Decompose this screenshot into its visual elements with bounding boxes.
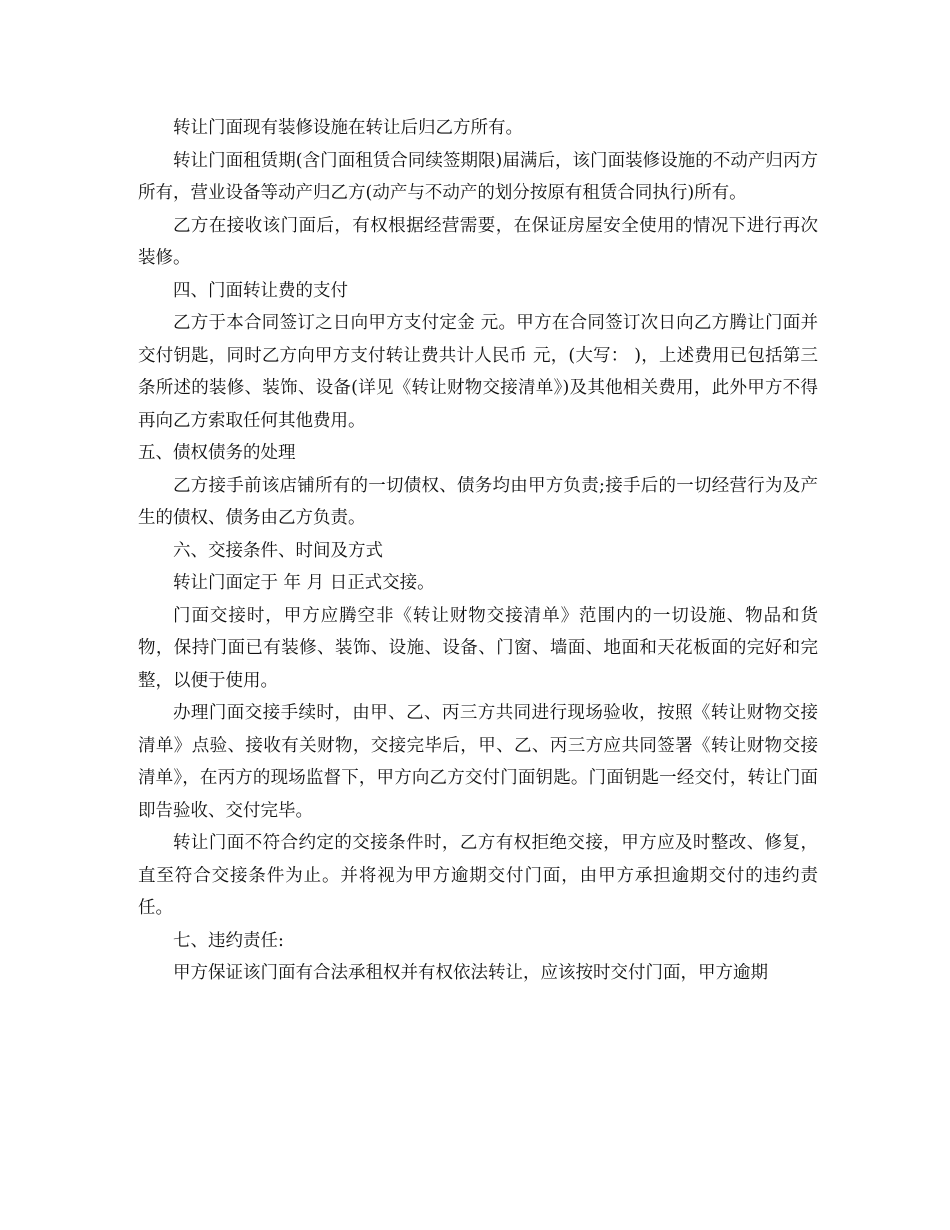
paragraph-liability-party-a: 甲方保证该门面有合法承租权并有权依法转让，应该按时交付门面，甲方逾期	[173, 963, 768, 983]
paragraph-payment-terms: 乙方于本合同签订之日向甲方支付定金 元。甲方在合同签订次日向乙方腾让门面并交付钥匙，同时乙方向甲方支付转让费共计人民币 元，(大写： )，上述费用已包括第三条所述的装修、装饰、设备(详见《转让财物交接清单》)及其他相关费用，此外甲方不得再向乙方索取任何其他费用。	[138, 313, 818, 431]
paragraph-redecoration-right: 乙方在接收该门面后，有权根据经营需要，在保证房屋安全使用的情况下进行再次装修。	[138, 215, 818, 268]
section-heading-payment: 四、门面转让费的支付	[173, 280, 348, 301]
section-heading-liability: 七、违约责任:	[173, 930, 284, 951]
document-body	[138, 112, 818, 990]
paragraph-handover-rejection: 转让门面不符合约定的交接条件时，乙方有权拒绝交接，甲方应及时整改、修复，直至符合交接条件为止。并将视为甲方逾期交付门面，由甲方承担逾期交付的违约责任。	[138, 833, 818, 918]
paragraph-handover-date: 转让门面定于 年 月 日正式交接。	[173, 573, 435, 593]
paragraph-lease-expiry: 转让门面租赁期(含门面租赁合同续签期限)届满后，该门面装修设施的不动产归丙方所有，营业设备等动产归乙方(动产与不动产的划分按原有租赁合同执行)所有。	[138, 150, 818, 203]
paragraph-handover-procedure: 办理门面交接手续时，由甲、乙、丙三方共同进行现场验收，按照《转让财物交接清单》点验、接收有关财物，交接完毕后，甲、乙、丙三方应共同签署《转让财物交接清单》，在丙方的现场监督下，甲方向乙方交付门面钥匙。门面钥匙一经交付，转让门面即告验收、交付完毕。	[138, 703, 818, 821]
paragraph-handover-conditions: 门面交接时，甲方应腾空非《转让财物交接清单》范围内的一切设施、物品和货物，保持门面已有装修、装饰、设施、设备、门窗、墙面、地面和天花板面的完好和完整，以便于使用。	[138, 605, 818, 691]
section-heading-handover: 六、交接条件、时间及方式	[173, 540, 383, 561]
paragraph-debts-handling: 乙方接手前该店铺所有的一切债权、债务均由甲方负责;接手后的一切经营行为及产生的债权、债务由乙方负责。	[138, 475, 818, 528]
paragraph-decoration-ownership: 转让门面现有装修设施在转让后归乙方所有。	[173, 118, 523, 138]
section-heading-debts: 五、债权债务的处理	[138, 443, 296, 463]
